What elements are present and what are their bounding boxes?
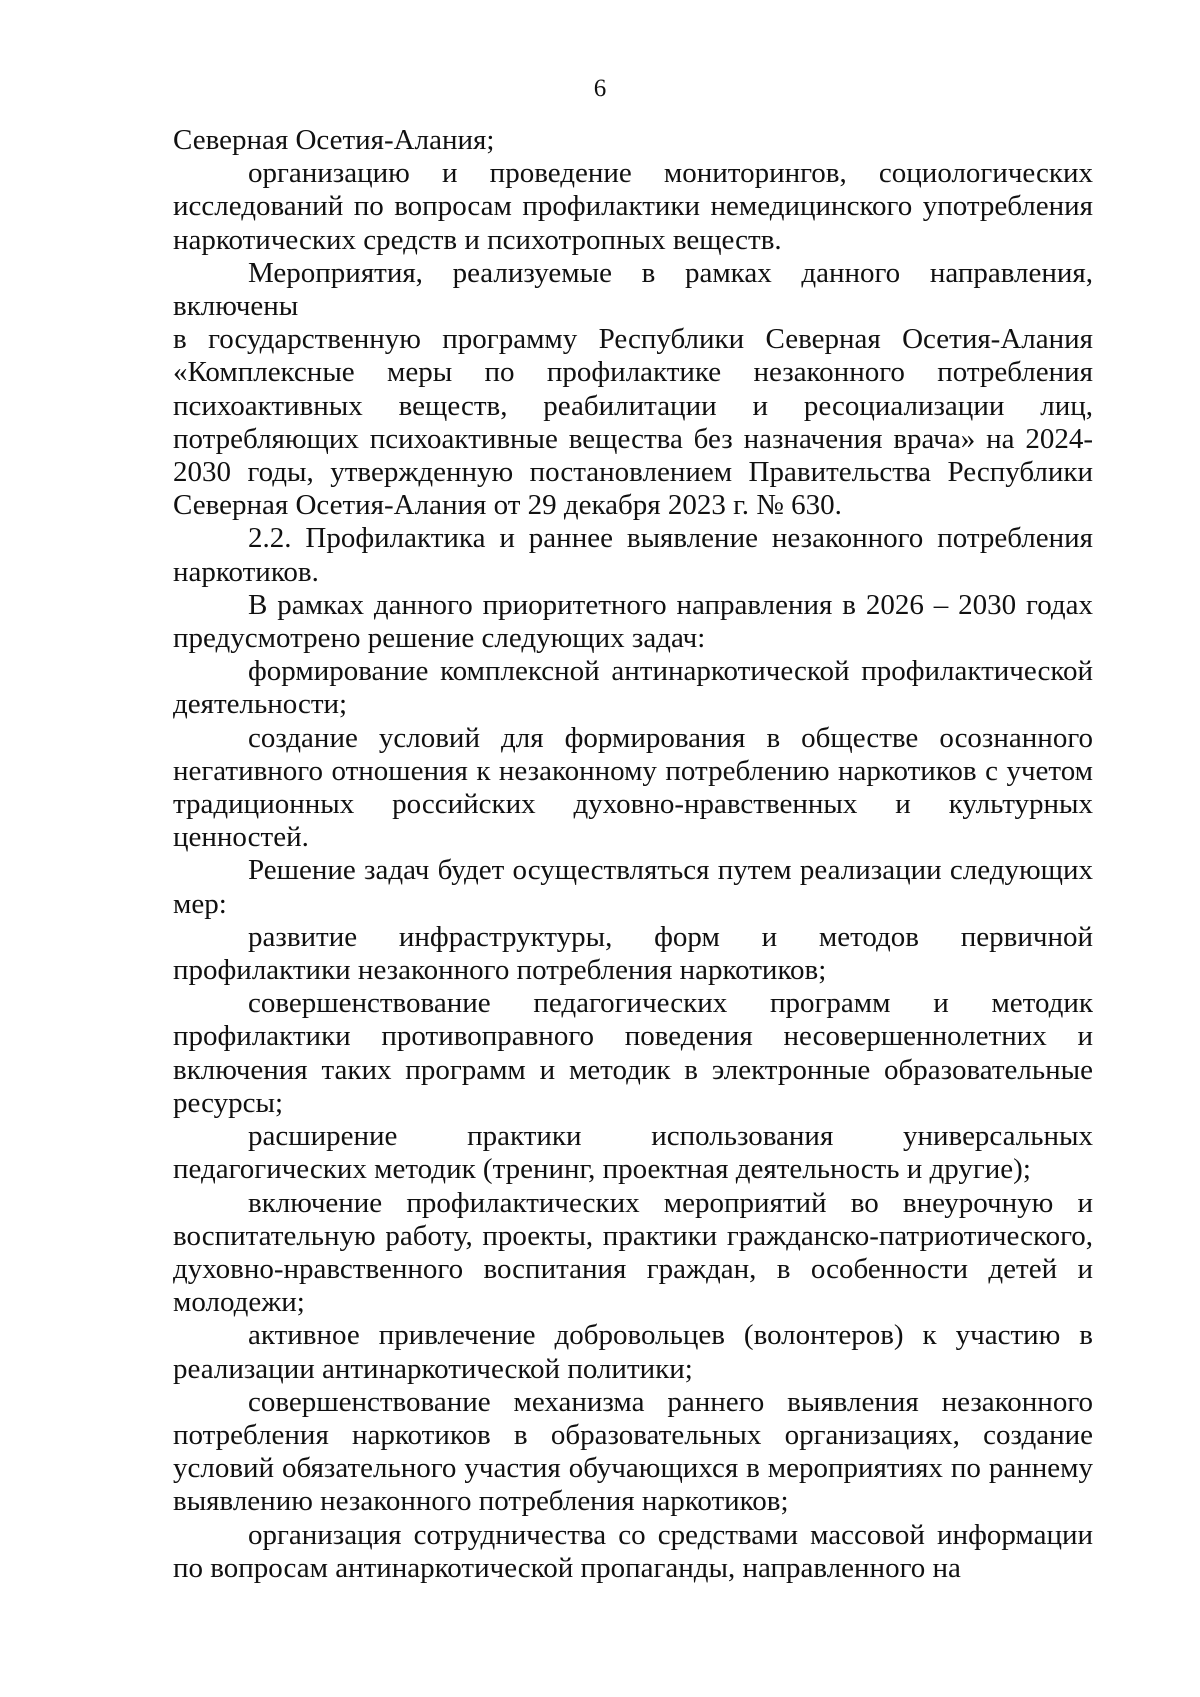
paragraph: Северная Осетия-Алания; [173,124,495,156]
paragraph: совершенствование педагогических программ и методик профилактики противоправного поведения несовершеннолетних и включения таких программ и методик в электронные образовательные ресурсы; [173,987,1093,1119]
paragraph: расширение практики использования универсальных педагогических методик (тренинг, проектная деятельность и другие); [173,1120,1093,1186]
paragraph: В рамках данного приоритетного направления в 2026 – 2030 годах предусмотрено решение следующих задач: [173,588,1093,655]
paragraph: формирование комплексной антинаркотической профилактической деятельности; [173,655,1093,721]
paragraph: Решение задач будет осуществляться путем реализации следующих мер: [173,854,1093,920]
page-number: 6 [593,75,607,102]
paragraph: организацию и проведение мониторингов, социологических исследований по вопросам профилактики немедицинского употребления наркотических средств и психотропных веществ. [173,157,1093,256]
paragraph: включение профилактических мероприятий во внеурочную и воспитательную работу, проекты, практики гражданско-патриотического, духовно-нравственного воспитания граждан, в особенности детей и молодежи; [173,1186,1093,1319]
paragraph: активное привлечение добровольцев (волонтеров) к участию в реализации антинаркотической политики; [173,1319,1093,1385]
paragraph: создание условий для формирования в обществе осознанного негативного отношения к незаконному потреблению наркотиков с учетом традиционных российских духовно-нравственных и культурных ценностей. [173,721,1093,854]
paragraph: 2.2. Профилактика и раннее выявление незаконного потребления наркотиков. [173,522,1093,588]
document-body [173,124,1093,1585]
paragraph: в государственную программу Республики Северная Осетия-Алания «Комплексные меры по профилактике незаконного потребления психоактивных веществ, реабилитации и ресоциализации лиц, потребляющих психоактивные вещества без назначения врача» на 2024-2030 годы, утвержденную постановлением Правительства Республики Северная Осетия-Алания от 29 декабря 2023 г. № 630. [173,323,1093,522]
paragraph: Мероприятия, реализуемые в рамках данного направления, включены [173,256,1093,323]
paragraph: развитие инфраструктуры, форм и методов первичной профилактики незаконного потребления наркотиков; [173,920,1093,987]
paragraph: организация сотрудничества со средствами массовой информации по вопросам антинаркотической пропаганды, направленного на [173,1518,1093,1584]
paragraph: совершенствование механизма раннего выявления незаконного потребления наркотиков в образовательных организациях, создание условий обязательного участия обучающихся в мероприятиях по раннему выявлению незаконного потребления наркотиков; [173,1385,1093,1518]
